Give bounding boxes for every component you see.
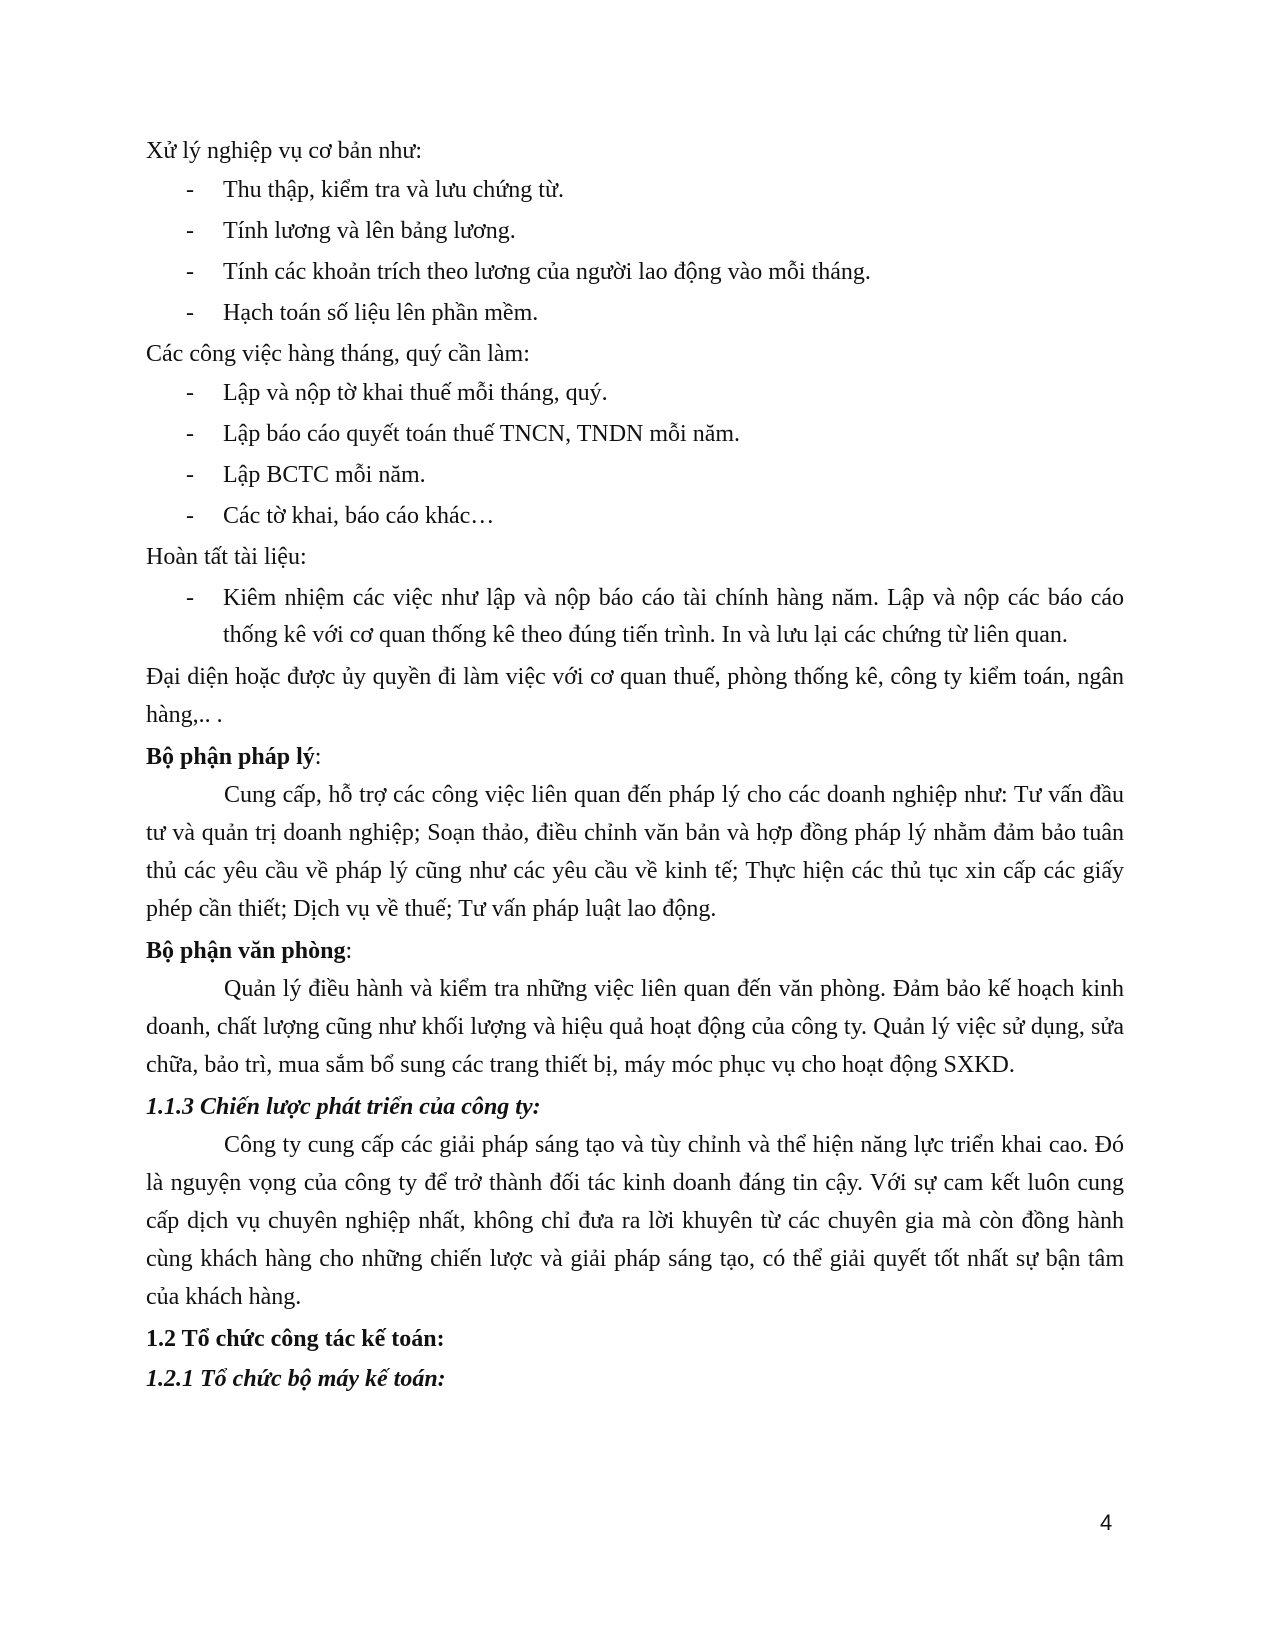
- dash-marker: -: [186, 218, 194, 244]
- dash-marker: -: [186, 503, 194, 529]
- accounting-subheading: 1.2.1 Tổ chức bộ máy kế toán:: [146, 1366, 446, 1392]
- list-item: [146, 212, 1124, 250]
- dash-marker: -: [186, 259, 194, 285]
- list-item-text: Thu thập, kiểm tra và lưu chứng từ.: [223, 177, 564, 203]
- representative-paragraph: Đại diện hoặc được ủy quyền đi làm việc với cơ quan thuế, phòng thống kê, công ty kiểm toán, ngân hàng,.. .: [146, 664, 1124, 728]
- list-item-text: Lập báo cáo quyết toán thuế TNCN, TNDN mỗi năm.: [223, 421, 741, 447]
- list-item: [146, 253, 1124, 291]
- list-item: [146, 294, 1124, 332]
- list-item-text: Tính các khoản trích theo lương của người lao động vào mỗi tháng.: [223, 259, 871, 285]
- list-item: [146, 374, 1124, 412]
- section2-list: [146, 374, 1124, 535]
- legal-heading: [146, 738, 1124, 776]
- legal-heading-text: Bộ phận pháp lý: [146, 744, 315, 770]
- strategy-heading: 1.1.3 Chiến lược phát triển của công ty:: [146, 1094, 541, 1120]
- list-item: [146, 171, 1124, 209]
- list-item: [146, 456, 1124, 494]
- dash-marker: -: [186, 585, 194, 611]
- section1-intro: Xử lý nghiệp vụ cơ bản như:: [146, 138, 422, 164]
- list-item-text: Lập BCTC mỗi năm.: [223, 462, 426, 488]
- list-item: [146, 497, 1124, 535]
- legal-body: Cung cấp, hỗ trợ các công việc liên quan đến pháp lý cho các doanh nghiệp như: Tư vấn đầu tư và quản trị doanh nghiệp; Soạn thảo, điều chỉnh văn bản và hợp đồng pháp lý nhằm đảm bảo tuân thủ các yêu cầu về pháp lý cũng như các yêu cầu về kinh tế; Thực hiện các thủ tục xin cấp các giấy phép cần thiết; Dịch vụ về thuế; Tư vấn pháp luật lao động.: [146, 782, 1124, 922]
- strategy-body: Công ty cung cấp các giải pháp sáng tạo và tùy chỉnh và thể hiện năng lực triển khai cao. Đó là nguyện vọng của công ty để trở thành đối tác kinh doanh đáng tin cậy. Với sự cam kết luôn cung cấp dịch vụ chuyên nghiệp nhất, không chỉ đưa ra lời khuyên từ các chuyên gia mà còn đồng hành cùng khách hàng cho những chiến lược và giải pháp sáng tạo, có thể giải quyết tốt nhất sự bận tâm của khách hàng.: [146, 1132, 1124, 1310]
- office-heading-colon: :: [345, 938, 353, 964]
- list-item-text: Tính lương và lên bảng lương.: [223, 218, 516, 244]
- list-item-text: Hạch toán số liệu lên phần mềm.: [223, 300, 539, 326]
- dash-marker: -: [186, 380, 194, 406]
- office-heading-text: Bộ phận văn phòng: [146, 938, 346, 964]
- section1-list: [146, 171, 1124, 332]
- dash-marker: -: [186, 177, 194, 203]
- list-item-text: Các tờ khai, báo cáo khác…: [223, 503, 495, 529]
- list-item: [146, 415, 1124, 453]
- section2-intro: Các công việc hàng tháng, quý cần làm:: [146, 341, 530, 367]
- section3-list: [146, 580, 1124, 654]
- legal-heading-colon: :: [314, 744, 322, 770]
- accounting-heading: 1.2 Tổ chức công tác kế toán:: [146, 1326, 445, 1352]
- dash-marker: -: [186, 462, 194, 488]
- dash-marker: -: [186, 421, 194, 447]
- list-item: [146, 580, 1124, 654]
- office-heading: [146, 932, 1124, 970]
- page-number: 4: [1100, 1510, 1113, 1535]
- dash-marker: -: [186, 300, 194, 326]
- office-body: Quản lý điều hành và kiểm tra những việc liên quan đến văn phòng. Đảm bảo kế hoạch kinh doanh, chất lượng cũng như khối lượng và hiệu quả hoạt động của công ty. Quản lý việc sử dụng, sửa chữa, bảo trì, mua sắm bổ sung các trang thiết bị, máy móc phục vụ cho hoạt động SXKD.: [146, 976, 1124, 1078]
- document-page: [146, 132, 1124, 1398]
- list-item-text: Lập và nộp tờ khai thuế mỗi tháng, quý.: [223, 380, 608, 406]
- section3-intro: Hoàn tất tài liệu:: [146, 544, 307, 570]
- list-item-text: Kiêm nhiệm các việc như lập và nộp báo cáo tài chính hàng năm. Lập và nộp các báo cáo thống kê với cơ quan thống kê theo đúng tiến trình. In và lưu lại các chứng từ liên quan.: [223, 585, 1124, 648]
